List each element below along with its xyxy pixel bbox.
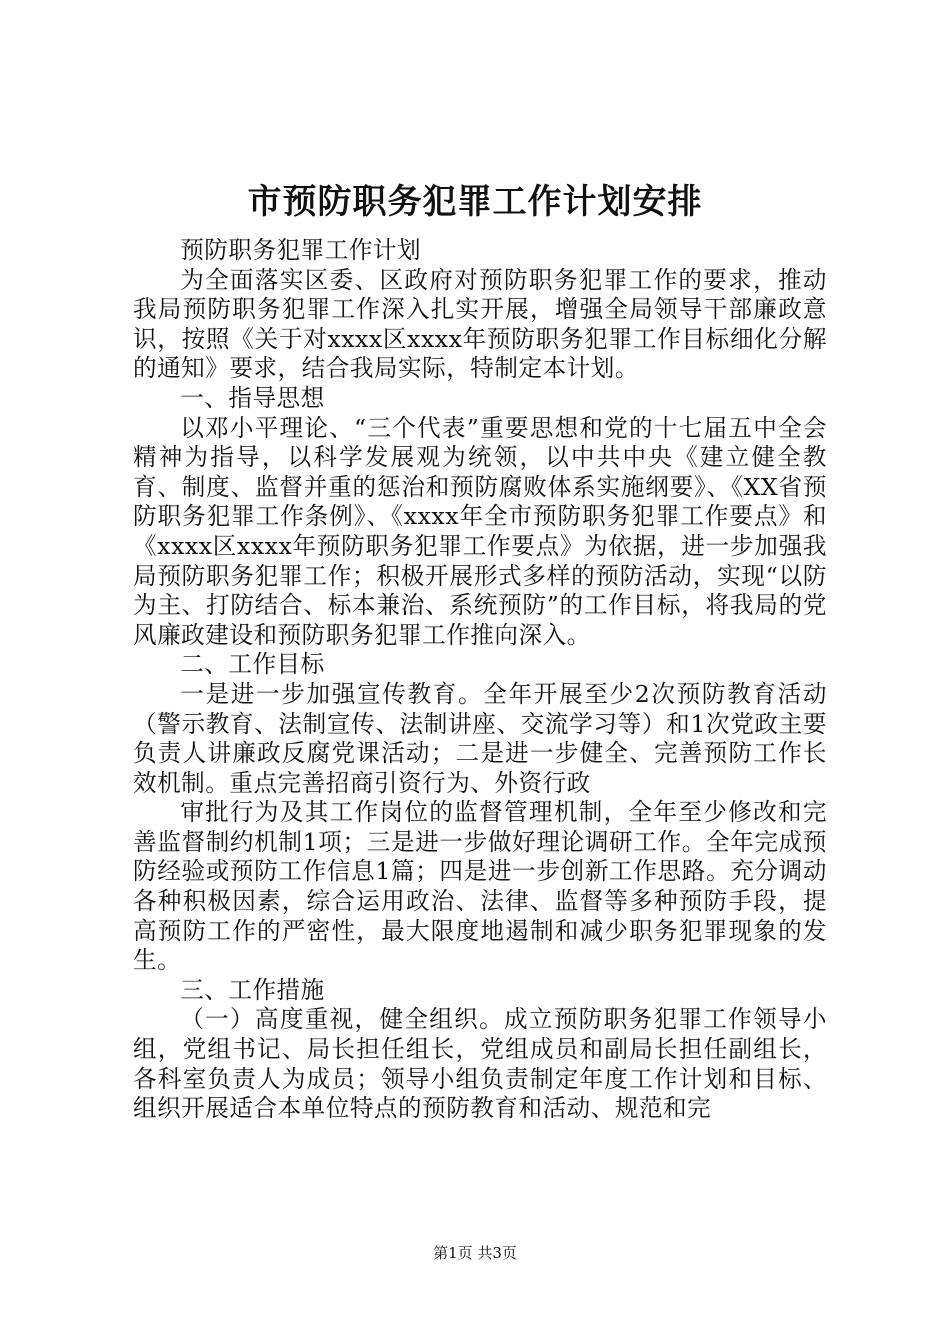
plan-subtitle: 预防职务犯罪工作计划	[180, 236, 422, 264]
work-goals-paragraph-1: 一是进一步加强宣传教育。全年开展至少2次预防教育活动（警示教育、法制宣传、法制讲座、交流学习等）和1次党政主要负责人讲廉政反腐党课活动；二是进一步健全、完善预防工作长效机制。重点完善招商引资行为、外资行政	[133, 679, 827, 797]
intro-paragraph: 为全面落实区委、区政府对预防职务犯罪工作的要求，推动我局预防职务犯罪工作深入扎实开展，增强全局领导干部廉政意识，按照《关于对xxxx区xxxx年预防职务犯罪工作目标细化分解的通知》要求，结合我局实际，特制定本计划。	[133, 265, 827, 383]
document-title: 市预防职务犯罪工作计划安排	[247, 182, 703, 222]
section-heading-work-goals: 二、工作目标	[180, 650, 325, 679]
document-body	[133, 236, 827, 1124]
section-heading-work-measures: 三、工作措施	[180, 975, 325, 1004]
work-goals-paragraph-2: 审批行为及其工作岗位的监督管理机制，全年至少修改和完善监督制约机制1项；三是进一步做好理论调研工作。全年完成预防经验或预防工作信息1篇；四是进一步创新工作思路。充分调动各种积极因素，综合运用政治、法律、监督等多种预防手段，提高预防工作的严密性，最大限度地遏制和减少职务犯罪现象的发生。	[133, 798, 827, 975]
guiding-thought-paragraph: 以邓小平理论、“三个代表”重要思想和党的十七届五中全会精神为指导，以科学发展观为统领，以中共中央《建立健全教育、制度、监督并重的惩治和预防腐败体系实施纲要》、《XX省预防职务犯罪工作条例》、《xxxx年全市预防职务犯罪工作要点》和《xxxx区xxxx年预防职务犯罪工作要点》为依据，进一步加强我局预防职务犯罪工作；积极开展形式多样的预防活动，实现“以防为主、打防结合、标本兼治、系统预防”的工作目标，将我局的党风廉政建设和预防职务犯罪工作推向深入。	[133, 413, 827, 649]
work-measures-paragraph-1: （一）高度重视，健全组织。成立预防职务犯罪工作领导小组，党组书记、局长担任组长，党组成员和副局长担任副组长，各科室负责人为成员；领导小组负责制定年度工作计划和目标、组织开展适合本单位特点的预防教育和活动、规范和完	[133, 1005, 827, 1123]
page-number-footer: 第1页 共3页	[433, 1244, 517, 1262]
section-heading-guiding-thought: 一、指导思想	[180, 383, 325, 412]
